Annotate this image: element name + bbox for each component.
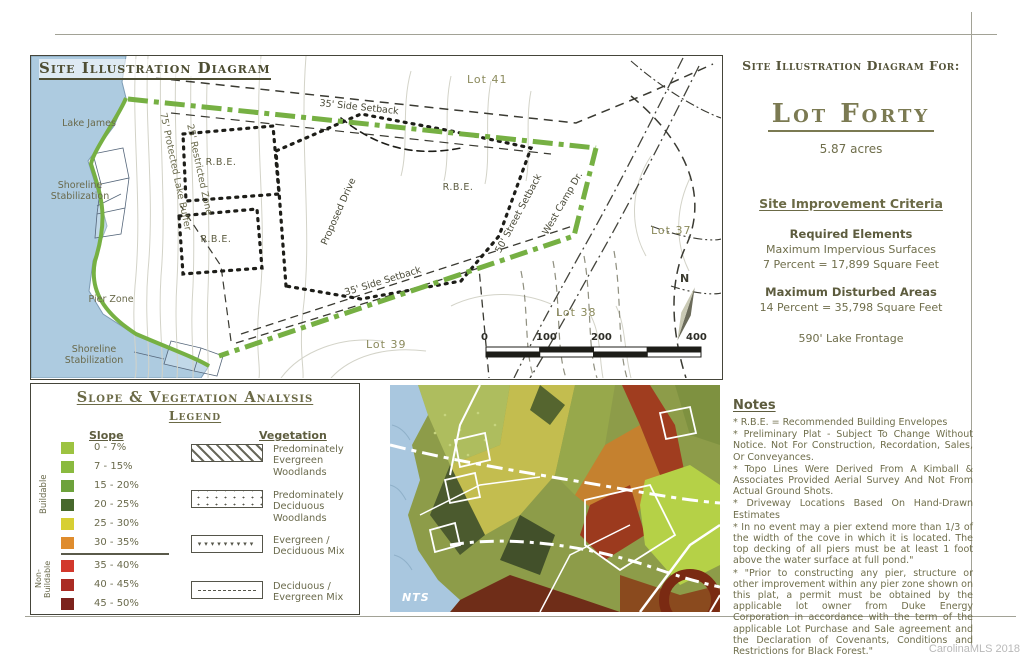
vegetation-pattern-swatch	[191, 581, 263, 599]
slope-range-label: 7 - 15%	[94, 461, 133, 472]
info-panel	[733, 58, 969, 345]
rbe-label-1: R.B.E.	[205, 157, 237, 168]
shoreline-stabilization-label-lower: Shoreline Stabilization	[64, 344, 124, 367]
shoreline-stabilization-label-upper: Shoreline Stabilization	[50, 180, 110, 203]
scale-tick-label: 100	[536, 332, 557, 343]
note-item: * In no event may a pier extend more than 1/3 of the width of the cove in which it is located. The top decking of all piers must be at least 1 foot above the water surface at full pond."	[733, 521, 973, 567]
rbe-label-3: R.B.E.	[442, 182, 474, 193]
vegetation-type-label: Evergreen / Deciduous Mix	[273, 535, 345, 558]
vegetation-pattern-swatch: ▾▾▾▾▾▾▾▾▾	[191, 535, 263, 553]
disturbed-areas-heading: Maximum Disturbed Areas	[765, 285, 937, 299]
vegetation-class-row	[191, 581, 365, 604]
west-camp-drive-road	[514, 58, 699, 378]
slope-range-label: 25 - 30%	[94, 518, 139, 529]
impervious-label: Maximum Impervious Surfaces	[765, 243, 937, 256]
analysis-map	[390, 385, 720, 612]
lot-title: Lot Forty	[768, 99, 934, 132]
nts-label: NTS	[402, 591, 430, 604]
west-camp-dr-label: West Camp Dr.	[540, 170, 586, 237]
disturbed-value: 14 Percent = 35,798 Square Feet	[759, 301, 943, 314]
side-setback-top-label: 35' Side Setback	[318, 97, 400, 118]
frame-top-line	[55, 34, 997, 35]
proposed-drive-label: Proposed Drive	[319, 176, 359, 247]
notes-heading: Notes	[733, 398, 776, 413]
vegetation-type-label: Predominately Deciduous Woodlands	[273, 490, 344, 524]
north-label: N	[680, 272, 690, 285]
scale-tick-label: 0	[481, 332, 488, 343]
protected-lake-buffer-label: 75' Protected Lake Buffer	[157, 111, 194, 232]
lake-frontage: 590' Lake Frontage	[798, 332, 904, 345]
vegetation-class-row	[191, 444, 365, 478]
site-illustration-map-panel	[30, 55, 723, 380]
scale-tick-label: 200	[591, 332, 612, 343]
info-heading: Site Illustration Diagram For:	[742, 58, 960, 73]
note-item: * Preliminary Plat - Subject To Change Without Notice. Not For Construction, Recordation, Sales, Or Conveyances.	[733, 429, 973, 463]
lake-name-label: Lake James	[62, 118, 116, 129]
lot-41-label: Lot 41	[467, 73, 508, 86]
legend-title-text: Slope & Vegetation Analysis	[76, 389, 314, 406]
required-elements-heading: Required Elements	[789, 227, 913, 241]
slope-range-label: 0 - 7%	[94, 442, 127, 453]
slope-range-label: 15 - 20%	[94, 480, 139, 491]
restricted-zone-label: 25' Restricted Zone	[184, 123, 215, 217]
criteria-heading: Site Improvement Criteria	[759, 196, 943, 211]
side-setback-bottom-label: 35' Side Setback	[343, 264, 423, 299]
scale-tick-label: 400	[686, 332, 707, 343]
vegetation-class-row	[191, 490, 365, 524]
notes-block	[733, 398, 973, 658]
vegetation-class-row	[191, 535, 365, 558]
legend-subtitle-text: Legend	[168, 408, 222, 423]
vegetation-pattern-swatch	[191, 444, 263, 462]
impervious-value: 7 Percent = 17,899 Square Feet	[763, 258, 939, 271]
rbe-label-2: R.B.E.	[200, 234, 232, 245]
slope-range-label: 20 - 25%	[94, 499, 139, 510]
lot-37-label: Lot 37	[651, 224, 692, 237]
slope-range-label: 30 - 35%	[94, 537, 139, 548]
vegetation-type-label: Deciduous / Evergreen Mix	[273, 581, 344, 604]
lot-39-label: Lot 39	[366, 338, 407, 351]
vegetation-pattern-swatch	[191, 490, 263, 508]
vegetation-heading: Vegetation	[259, 429, 327, 442]
note-item: * Driveway Locations Based On Hand-Drawn Estimates	[733, 498, 973, 521]
scale-bar	[486, 347, 701, 357]
street-setback-label: 50' Street Setback	[493, 172, 545, 255]
slope-range-label: 45 - 50%	[94, 598, 139, 609]
note-item: * Topo Lines Were Derived From A Kimball & Associates Provided Aerial Survey And Not From Actual Ground Shots.	[733, 463, 973, 498]
map-title: Site Illustration Diagram	[39, 59, 271, 80]
slope-range-label: 35 - 40%	[94, 560, 139, 571]
notes-list	[733, 417, 973, 657]
acreage: 5.87 acres	[819, 142, 883, 156]
note-item: * R.B.E. = Recommended Building Envelopes	[733, 417, 948, 428]
pier-zone-label: Pier Zone	[88, 294, 134, 305]
buildable-label: Buildable	[39, 474, 49, 514]
contour-lines	[134, 56, 691, 378]
analysis-map-drawing	[390, 385, 720, 612]
vegetation-list	[31, 384, 359, 614]
vegetation-type-label: Predominately Evergreen Woodlands	[273, 444, 344, 478]
non-buildable-label: Non-Buildable	[34, 560, 52, 598]
rbe-dotted-envelopes	[179, 114, 531, 299]
lot-38-label: Lot 38	[556, 306, 597, 319]
note-item: * "Prior to constructing any pier, structure or other improvement within any pier zone shown on this plat, a permit must be obtained by the applicable lot owner from Duke Energy Corporation in accordance with the term of the applicable Lot Purchase and Sale agreement and the Declaration of Covenants, Conditions and Restrictions for Black Forest."	[733, 567, 973, 658]
slope-range-label: 40 - 45%	[94, 579, 139, 590]
legend-panel	[30, 383, 360, 615]
watermark: CarolinaMLS 2018	[928, 643, 1020, 655]
slope-heading: Slope	[89, 429, 124, 442]
